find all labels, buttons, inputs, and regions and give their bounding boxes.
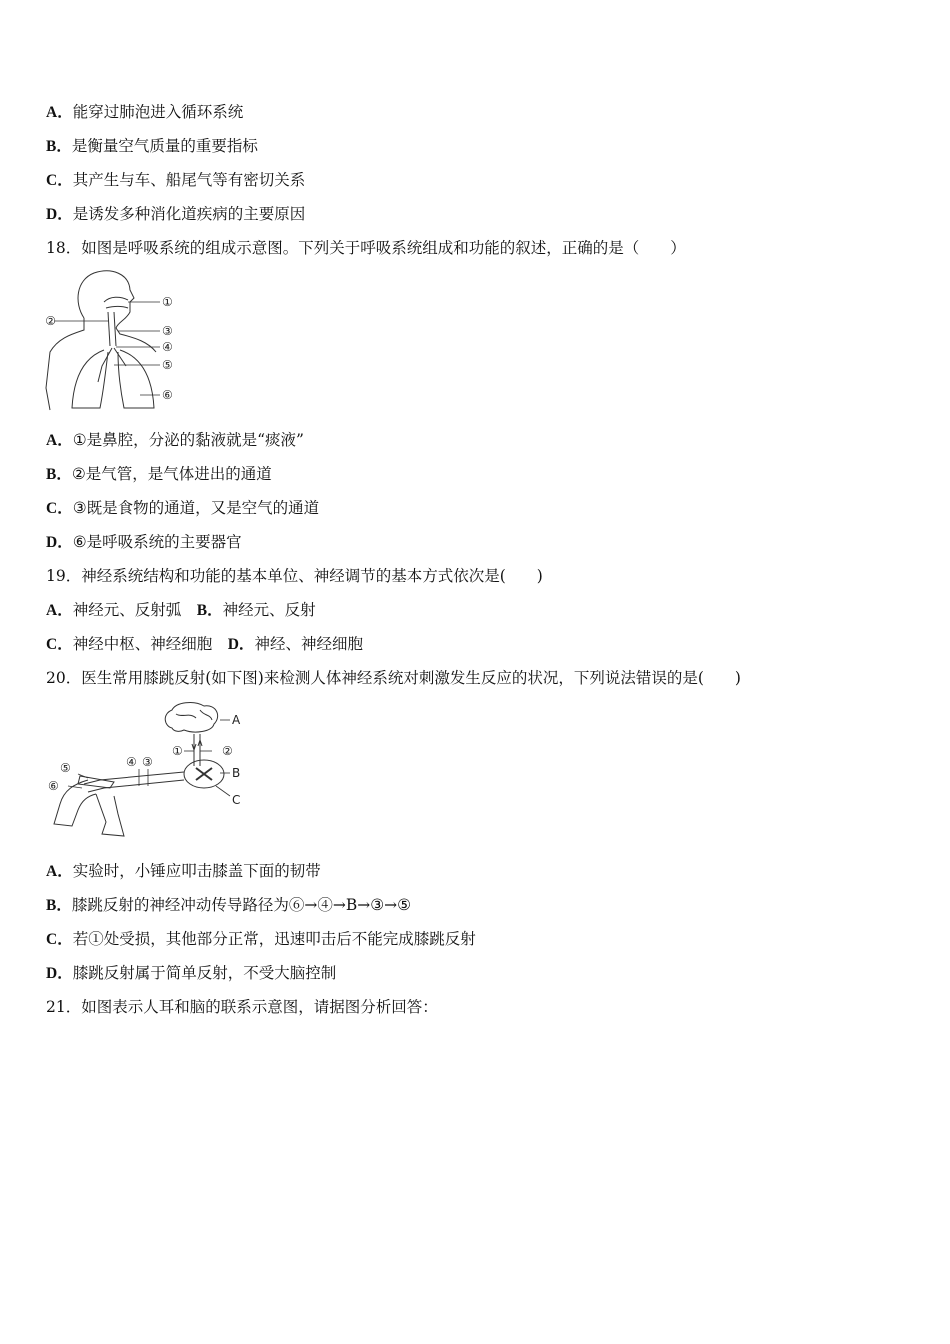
- reflex-label-c: C: [232, 793, 241, 807]
- resp-label-4: ④: [162, 340, 173, 354]
- q20-option-d: D．膝跳反射属于简单反射，不受大脑控制: [46, 964, 337, 982]
- resp-label-5: ⑤: [162, 358, 173, 372]
- q19-stem: 19．神经系统结构和功能的基本单位、神经调节的基本方式依次是( ): [46, 567, 543, 585]
- q18-stem: 18．如图是呼吸系统的组成示意图。下列关于呼吸系统组成和功能的叙述，正确的是（ ）: [46, 239, 686, 257]
- q20-option-c: C．若①处受损，其他部分正常，迅速叩击后不能完成膝跳反射: [46, 930, 476, 948]
- knee-jerk-reflex-figure: [44, 700, 244, 840]
- reflex-label-b: B: [232, 766, 241, 780]
- q19-options-row-1: A．神经元、反射弧 B．神经元、反射: [46, 601, 316, 619]
- knee-jerk-diagram: [44, 700, 244, 840]
- q18-option-b: B．②是气管，是气体进出的通道: [46, 465, 272, 483]
- resp-label-6: ⑥: [162, 388, 173, 402]
- q18-option-d: D．⑥是呼吸系统的主要器官: [46, 533, 242, 551]
- reflex-label-6: ⑥: [48, 779, 59, 793]
- q18-option-c: C．③既是食物的通道，又是空气的通道: [46, 499, 320, 517]
- reflex-label-1: ①: [172, 744, 183, 758]
- reflex-label-a: A: [232, 713, 241, 727]
- q19-options-row-2: C．神经中枢、神经细胞 D．神经、神经细胞: [46, 635, 363, 653]
- q20-option-a: A．实验时，小锤应叩击膝盖下面的韧带: [46, 862, 321, 880]
- respiratory-system-figure: [44, 268, 184, 416]
- respiratory-diagram: [44, 268, 184, 416]
- q17-option-b: B．是衡量空气质量的重要指标: [46, 137, 258, 155]
- resp-label-3: ③: [162, 324, 173, 338]
- resp-label-2: ②: [45, 314, 56, 328]
- q17-option-d: D．是诱发多种消化道疾病的主要原因: [46, 205, 306, 223]
- q20-option-b: B．膝跳反射的神经冲动传导路径为⑥→④→B→③→⑤: [46, 896, 411, 914]
- reflex-label-5: ⑤: [60, 761, 71, 775]
- q17-option-c: C．其产生与车、船尾气等有密切关系: [46, 171, 306, 189]
- q17-option-a: A．能穿过肺泡进入循环系统: [46, 103, 244, 121]
- resp-label-1: ①: [162, 295, 173, 309]
- q21-stem: 21．如图表示人耳和脑的联系示意图，请据图分析回答：: [46, 998, 438, 1016]
- q18-option-a: A．①是鼻腔，分泌的黏液就是“痰液”: [46, 431, 304, 449]
- q20-stem: 20．医生常用膝跳反射(如下图)来检测人体神经系统对刺激发生反应的状况，下列说法错误的是( ): [46, 669, 741, 687]
- reflex-label-3: ③: [142, 755, 153, 769]
- reflex-label-4: ④: [126, 755, 137, 769]
- reflex-label-2: ②: [222, 744, 233, 758]
